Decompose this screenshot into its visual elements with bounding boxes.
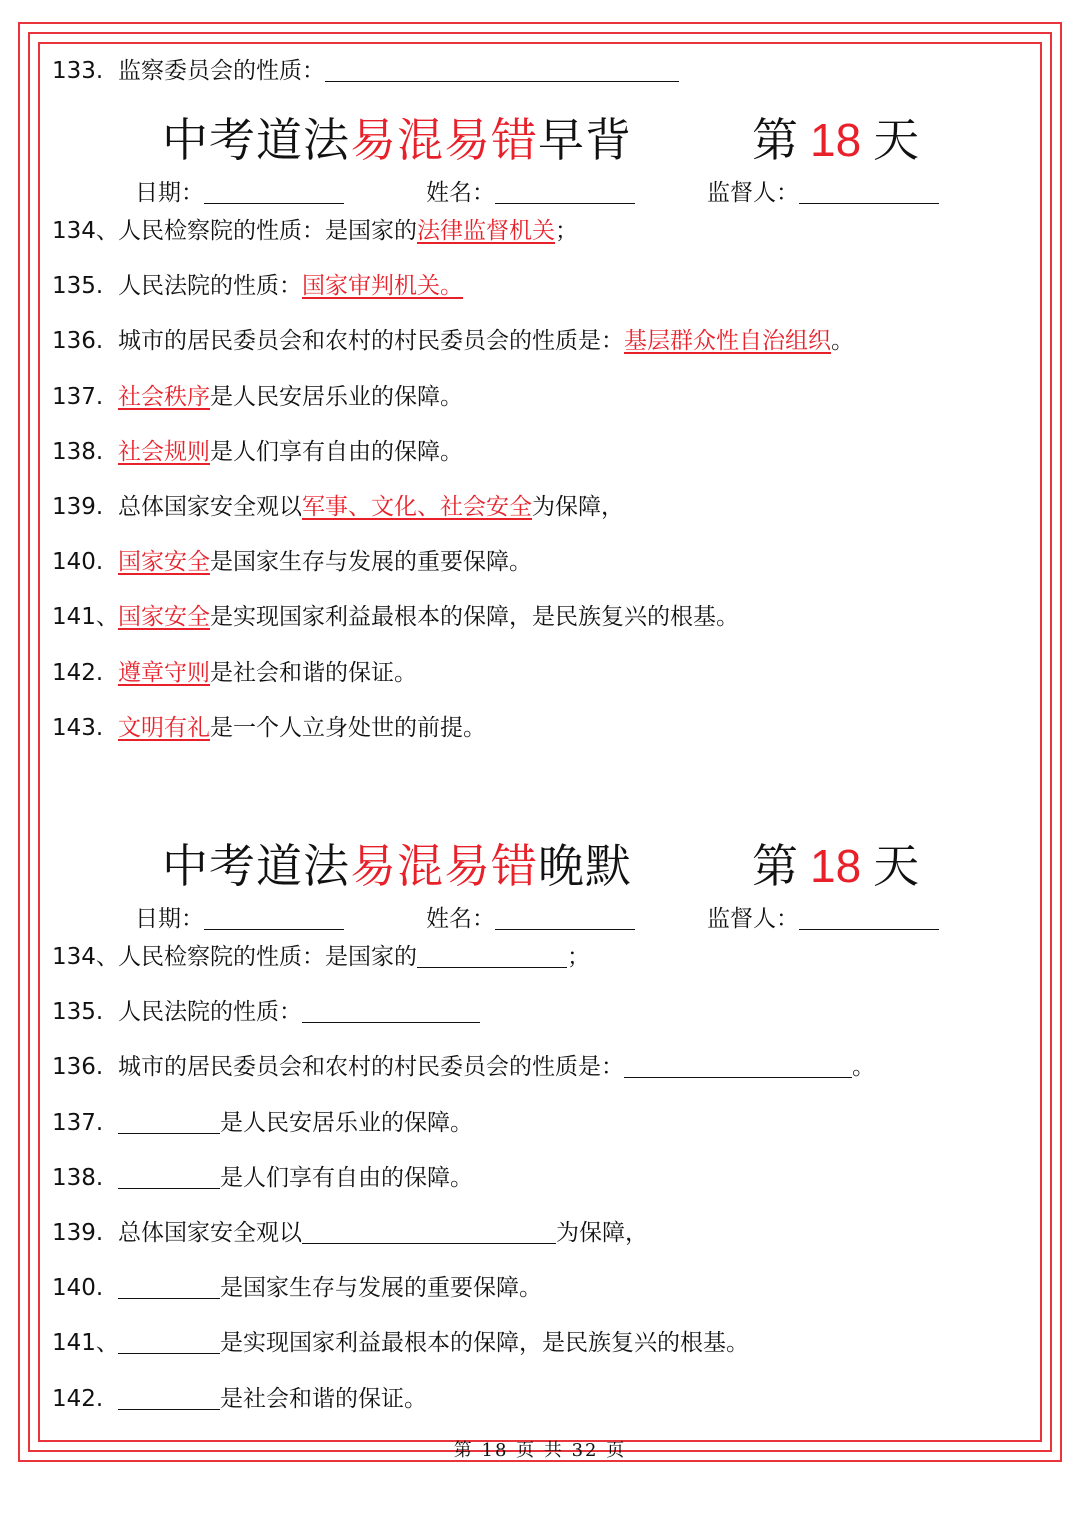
name-blank[interactable]: [495, 907, 635, 930]
question-row: [52, 658, 417, 688]
question-text: 是国家生存与发展的重要保障。: [210, 549, 532, 576]
question-number: 136.: [52, 328, 104, 355]
question-row: [52, 1384, 427, 1414]
question-row: [52, 997, 480, 1027]
answer-text: 遵章守则: [118, 659, 210, 686]
question-text: 城市的居民委员会和农村的村民委员会的性质是：: [118, 1054, 624, 1081]
date-blank[interactable]: [204, 907, 344, 930]
question-row: [52, 942, 590, 972]
answer-blank[interactable]: [302, 1221, 556, 1244]
question-text: 。: [831, 328, 854, 355]
answer-text: 社会秩序: [118, 383, 210, 410]
evening-supervisor-field: 监督人：: [707, 904, 939, 934]
question-text: 人民检察院的性质：是国家的: [118, 218, 417, 244]
question-text: 人民检察院的性质：是国家的: [118, 944, 417, 970]
question-number: 133.: [52, 58, 104, 84]
question-row: [52, 1052, 875, 1082]
answer-text: 国家审判机关。: [302, 273, 463, 300]
question-text: 是社会和谐的保证。: [210, 659, 417, 686]
question-number: 138.: [52, 1164, 104, 1191]
answer-text: 基层群众性自治组织: [624, 328, 831, 355]
answer-text: 文明有礼: [118, 714, 210, 741]
question-number: 142.: [52, 659, 104, 686]
question-row: [52, 1108, 473, 1138]
answer-text: 军事、文化、社会安全: [302, 494, 532, 520]
question-number: 139.: [52, 494, 104, 520]
question-text: 是人民安居乐业的保障。: [210, 383, 463, 410]
answer-blank[interactable]: [302, 1000, 480, 1023]
answer-blank[interactable]: [417, 945, 567, 968]
question-row: [52, 216, 578, 246]
question-text: 总体国家安全观以: [118, 494, 302, 520]
question-row: [52, 1218, 648, 1248]
question-text: 是人们享有自由的保障。: [220, 1164, 473, 1191]
answer-text: 法律监督机关: [417, 218, 555, 244]
question-row: [52, 1273, 542, 1303]
evening-date-field: 日期：: [135, 904, 344, 934]
question-number: 138.: [52, 438, 104, 465]
answer-blank[interactable]: [118, 1276, 220, 1299]
answer-blank[interactable]: [624, 1055, 852, 1078]
question-number: 135.: [52, 999, 104, 1026]
question-text: 为保障，: [556, 1220, 648, 1246]
question-text: 人民法院的性质：: [118, 273, 302, 300]
question-text: 人民法院的性质：: [118, 999, 302, 1026]
morning-date-field: 日期：: [135, 178, 344, 208]
question-number: 141、: [52, 604, 119, 631]
answer-blank[interactable]: [118, 1387, 220, 1410]
question-number: 137.: [52, 383, 104, 410]
question-number: 137.: [52, 1109, 104, 1136]
question-text: ；: [555, 218, 578, 244]
question-number: 143.: [52, 714, 104, 741]
question-text: 是实现国家利益最根本的保障，是民族复兴的根基。: [220, 1330, 749, 1357]
question-row: [52, 271, 463, 301]
question-row: [52, 1328, 749, 1358]
question-number: 135.: [52, 273, 104, 300]
question-text: 监察委员会的性质：: [118, 58, 325, 84]
morning-title: 中考道法易混易错早背: [162, 113, 632, 167]
morning-name-field: 姓名：: [426, 178, 635, 208]
evening-name-field: 姓名：: [426, 904, 635, 934]
question-text: 是人民安居乐业的保障。: [220, 1109, 473, 1136]
question-number: 134、: [52, 944, 119, 970]
answer-text: 国家安全: [118, 604, 210, 631]
answer-text: 社会规则: [118, 438, 210, 465]
question-text: 。: [852, 1054, 875, 1081]
question-row: [52, 713, 486, 743]
question-number: 140.: [52, 549, 104, 576]
question-number: 134、: [52, 218, 119, 244]
answer-blank[interactable]: [118, 1331, 220, 1354]
question-text: 是社会和谐的保证。: [220, 1385, 427, 1412]
question-row: [52, 492, 624, 522]
answer-blank[interactable]: [118, 1111, 220, 1134]
question-text: ；: [567, 944, 590, 970]
supervisor-blank[interactable]: [799, 907, 939, 930]
question-text: 是人们享有自由的保障。: [210, 438, 463, 465]
question-133: [52, 56, 679, 86]
question-row: [52, 382, 463, 412]
question-number: 141、: [52, 1330, 119, 1357]
morning-day-label: 第 18 天: [752, 113, 920, 167]
question-number: 140.: [52, 1275, 104, 1302]
question-row: [52, 437, 463, 467]
name-blank[interactable]: [495, 181, 635, 204]
question-row: [52, 1163, 473, 1193]
question-row: [52, 602, 739, 632]
question-text: 为保障，: [532, 494, 624, 520]
question-text: 是国家生存与发展的重要保障。: [220, 1275, 542, 1302]
answer-blank[interactable]: [118, 1166, 220, 1189]
question-row: [52, 326, 854, 356]
morning-supervisor-field: 监督人：: [707, 178, 939, 208]
answer-blank[interactable]: [325, 59, 679, 82]
question-number: 142.: [52, 1385, 104, 1412]
page-footer: 第 18 页 共 32 页: [453, 1440, 627, 1461]
question-row: [52, 547, 532, 577]
question-number: 136.: [52, 1054, 104, 1081]
question-text: 是一个人立身处世的前提。: [210, 714, 486, 741]
question-text: 城市的居民委员会和农村的村民委员会的性质是：: [118, 328, 624, 355]
question-text: 是实现国家利益最根本的保障，是民族复兴的根基。: [210, 604, 739, 631]
date-blank[interactable]: [204, 181, 344, 204]
answer-text: 国家安全: [118, 549, 210, 576]
question-text: 总体国家安全观以: [118, 1220, 302, 1246]
question-number: 139.: [52, 1220, 104, 1246]
evening-day-label: 第 18 天: [752, 839, 920, 893]
evening-title: 中考道法易混易错晚默: [162, 839, 632, 893]
supervisor-blank[interactable]: [799, 181, 939, 204]
